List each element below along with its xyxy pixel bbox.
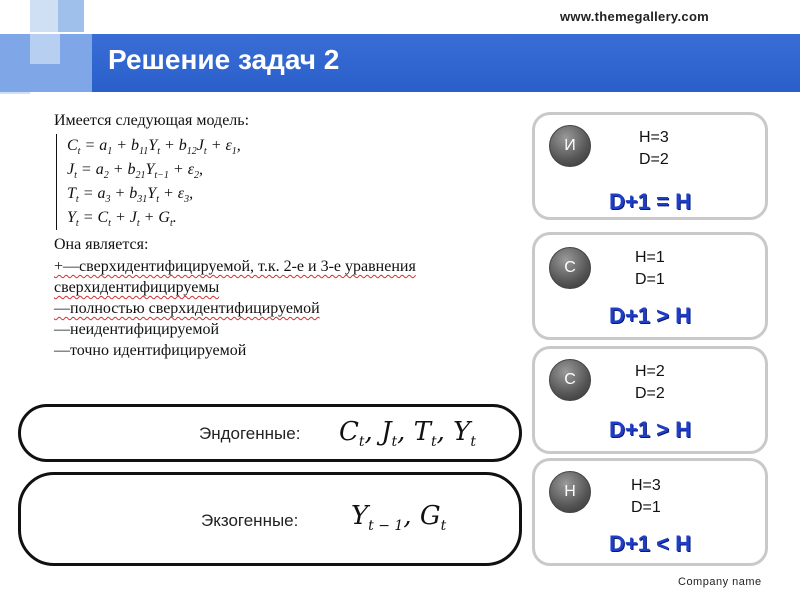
exogenous-vars: $Y_{t - 1}$, $G_t$ (351, 501, 447, 535)
equation: $J_t = a_2 + b_{21}Y_{t-1} + \varepsilon_2$, (67, 161, 204, 182)
identification-badge: С (549, 247, 591, 289)
card-formula: D+1 > H (609, 417, 691, 442)
identification-badge: С (549, 359, 591, 401)
identification-card (532, 458, 768, 566)
card-formula: D+1 > H (609, 303, 691, 328)
equation-system (56, 134, 327, 230)
endogenous-label: Эндогенные: (199, 424, 301, 443)
header-square (30, 34, 60, 64)
card-h: H=2 (635, 363, 665, 380)
problem-text (54, 110, 494, 361)
exogenous-label: Экзогенные: (201, 511, 299, 530)
equation: $Y_t = C_t + J_t + G_t$. (67, 209, 177, 230)
card-h: H=1 (635, 249, 665, 266)
company-name: Company name (678, 576, 762, 588)
endogenous-vars: $C_t$, $J_t$, $T_t$, $Y_t$ (339, 417, 476, 451)
card-formula: D+1 = H (609, 189, 691, 214)
header-square (30, 0, 58, 32)
problem-intro: Имеется следующая модель: (54, 112, 250, 129)
answer-option: +—сверхидентифицируемой, т.к. 2-е и 3-е уравнения (54, 258, 416, 275)
header-square (58, 0, 84, 32)
endogenous-box (18, 404, 522, 462)
site-url: www.themegallery.com (560, 9, 710, 24)
exogenous-box (18, 472, 522, 566)
answer-option: —полностью сверхидентифицируемой (54, 300, 320, 317)
identification-card (532, 346, 768, 454)
card-d: D=1 (635, 271, 665, 288)
card-formula: D+1 < H (609, 531, 691, 556)
slide-title: Решение задач 2 (108, 44, 340, 75)
answer-option: сверхидентифицируемы (54, 279, 220, 296)
answer-option: —неидентифицируемой (54, 321, 220, 338)
identification-badge: И (549, 125, 591, 167)
identification-badge: Н (549, 471, 591, 513)
card-d: D=2 (639, 151, 669, 168)
card-h: H=3 (639, 129, 669, 146)
card-h: H=3 (631, 477, 661, 494)
identification-card (532, 112, 768, 220)
card-d: D=1 (631, 499, 661, 516)
answer-option: —точно идентифицируемой (54, 342, 247, 359)
equation: $C_t = a_1 + b_{11}Y_t + b_{12}J_t + \varepsilon_1$, (67, 137, 241, 158)
card-d: D=2 (635, 385, 665, 402)
problem-question: Она является: (54, 236, 149, 253)
identification-card (532, 232, 768, 340)
equation: $T_t = a_3 + b_{31}Y_t + \varepsilon_3$, (67, 185, 194, 206)
